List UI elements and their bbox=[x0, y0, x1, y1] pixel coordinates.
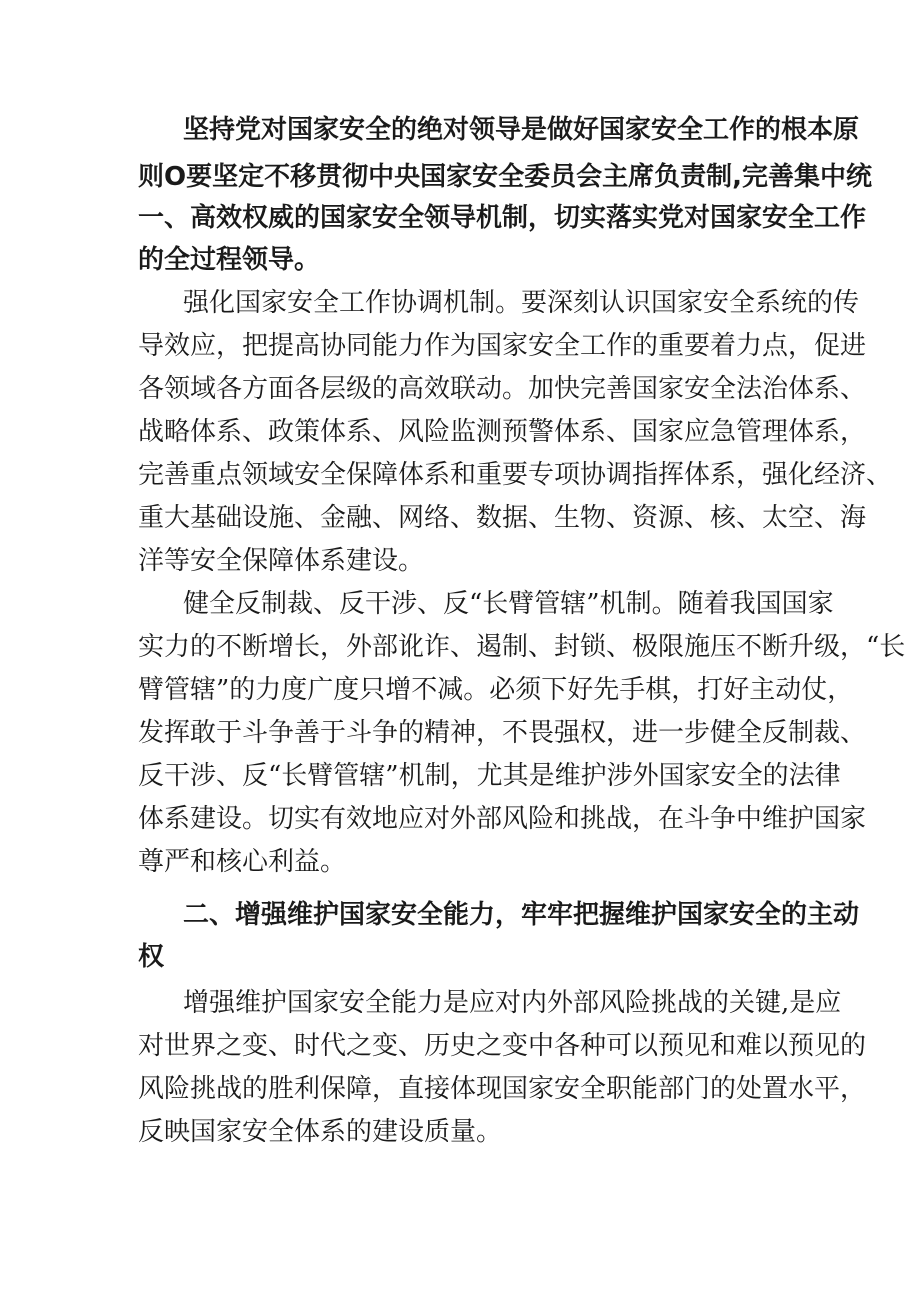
intro-line: 的全过程领导。 bbox=[138, 245, 321, 275]
paragraph-line: 战略体系、政策体系、风险监测预警体系、国家应急管理体系， bbox=[138, 417, 867, 447]
intro-line: 则O要坚定不移贯彻中央国家安全委员会主席负责制,完善集中统 bbox=[138, 162, 872, 192]
paragraph-line: 各领域各方面各层级的高效联动。加快完善国家安全法治体系、 bbox=[138, 374, 867, 404]
section-heading-line: 二、增强维护国家安全能力，牢牢把握维护国家安全的主动 bbox=[183, 900, 860, 930]
paragraph-line: 体系建设。切实有效地应对外部风险和挑战，在斗争中维护国家 bbox=[138, 804, 867, 834]
paragraph-line: 洋等安全保障体系建设。 bbox=[138, 546, 425, 576]
paragraph-line: 重大基础设施、金融、网络、数据、生物、资源、核、太空、海 bbox=[138, 503, 867, 533]
paragraph-line: 反干涉、反“长臂管辖”机制，尤其是维护涉外国家安全的法律 bbox=[138, 761, 841, 791]
paragraph-line: 风险挑战的胜利保障，直接体现国家安全职能部门的处置水平， bbox=[138, 1074, 867, 1104]
paragraph-line: 完善重点领域安全保障体系和重要专项协调指挥体系，强化经济、 bbox=[138, 460, 893, 490]
intro-line: 坚持党对国家安全的绝对领导是做好国家安全工作的根本原 bbox=[183, 115, 860, 145]
paragraph-line: 臂管辖”的力度广度只增不减。必须下好先手棋，打好主动仗， bbox=[138, 675, 854, 705]
paragraph-line: 实力的不断增长，外部讹诈、遏制、封锁、极限施压不断升级，“长 bbox=[138, 632, 906, 662]
paragraph-line: 发挥敢于斗争善于斗争的精神，不畏强权，进一步健全反制裁、 bbox=[138, 718, 867, 748]
paragraph-line: 强化国家安全工作协调机制。要深刻认识国家安全系统的传 bbox=[183, 288, 860, 318]
paragraph-line: 反映国家安全体系的建设质量。 bbox=[138, 1117, 503, 1147]
intro-line: 一、高效权威的国家安全领导机制，切实落实党对国家安全工作 bbox=[138, 203, 867, 233]
paragraph-line: 尊严和核心利益。 bbox=[138, 847, 347, 877]
paragraph-line: 对世界之变、时代之变、历史之变中各种可以预见和难以预见的 bbox=[138, 1031, 867, 1061]
section-heading-line: 权 bbox=[138, 942, 165, 972]
paragraph-line: 健全反制裁、反干涉、反“长臂管辖”机制。随着我国国家 bbox=[183, 589, 834, 619]
paragraph-line: 增强维护国家安全能力是应对内外部风险挑战的关键,是应 bbox=[183, 988, 842, 1018]
paragraph-line: 导效应，把提高协同能力作为国家安全工作的重要着力点，促进 bbox=[138, 331, 867, 361]
